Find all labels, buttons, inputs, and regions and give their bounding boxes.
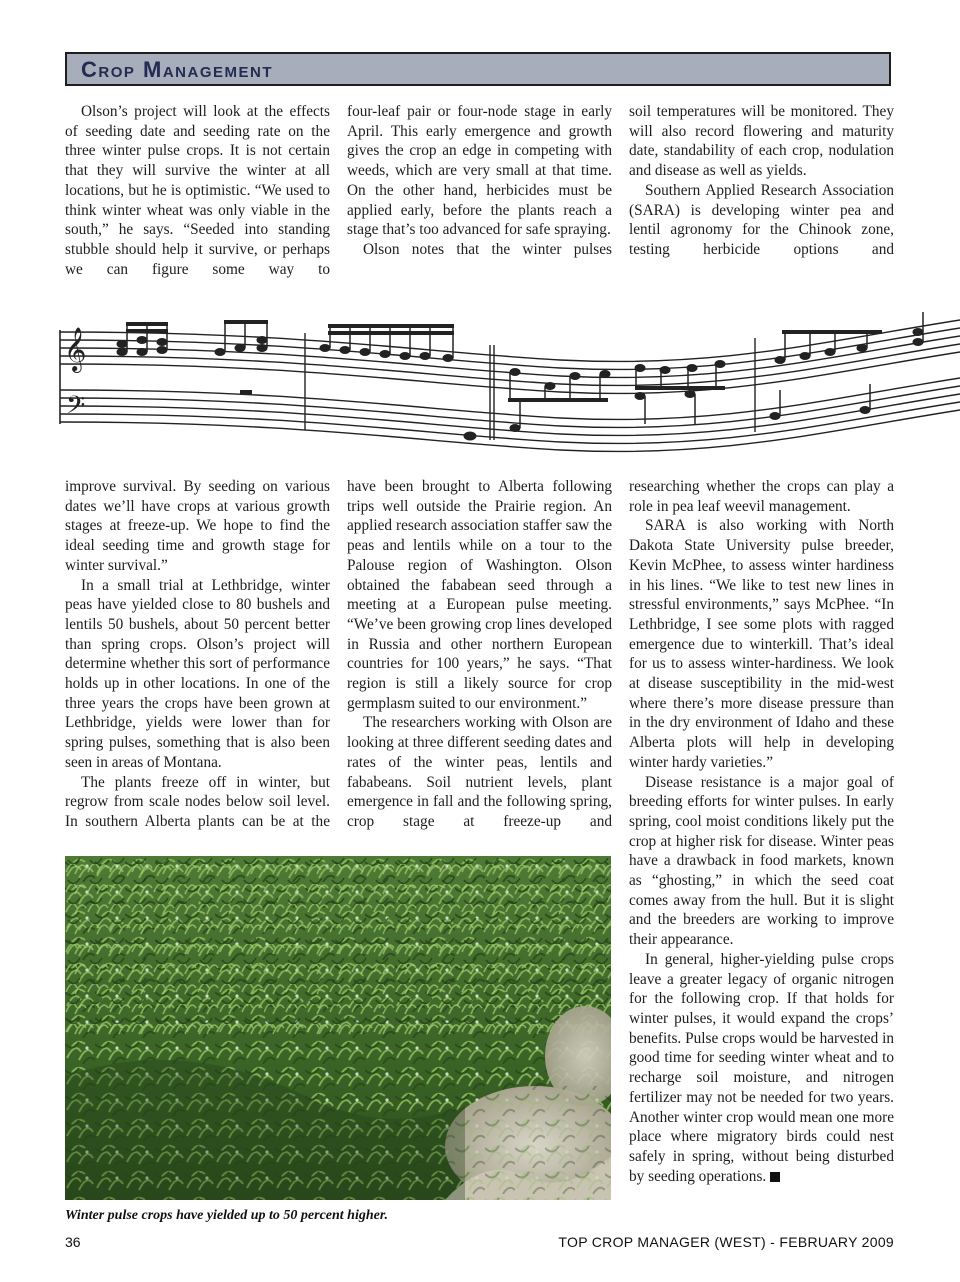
paragraph: In a small trial at Lethbridge, winter peas have yielded close to 80 bushels and lentils 50 bushels, about 50 percent better than spring crops. Olson’s project will determine whether this sort of performance holds up in other locations. In one of the three years the crops have been grown at Lethbridge, yields were lower than for spring pulses, something that is also been seen in areas of Montana. [65,576,330,771]
paragraph: soil temperatures will be monitored. They will also record flowering and maturity date, standability of each crop, nodulation and disease as well as yields. [629,103,894,180]
paragraph-text: In general, higher-yielding pulse crops leave a greater legacy of organic nitrogen for the following crop. If that holds for winter pulses, it would expand the crops’ benefits. Pulse crops would be harvested in good time for seeding winter wheat and to recharge soil moisture, and nitrogen fertilizer may not be needed for two years. Another winter crop would mean one more place where migratory birds could nest safely in spring, without being disturbed by seeding operations. [629,950,894,1185]
paragraph-final [629,950,894,1186]
paragraph: Olson notes that the winter pulses [363,240,612,258]
paragraph: Olson’s project will look at the effects of seeding date and seeding rate on the three winter pulse crops. It is not certain that they will survive the winter at all locations, but he is optimistic. “We used to think winter wheat was only viable in the south,” he says. “Seeded into standing stubble should help it survive, or perhaps we can figure some way to [65,103,330,278]
paragraph: The plants freeze off in winter, but regrow from scale nodes below soil level. In southern Alberta plants can be at the [65,773,330,830]
publication-footer: TOP CROP MANAGER (WEST) - FEBRUARY 2009 [558,1234,894,1250]
treble-clef-icon: 𝄞 [64,327,87,371]
paragraph: Southern Applied Research Association (SARA) is developing winter pea and lentil agronomy for the Chinook zone, testing herbicide options and [629,181,894,258]
sheet-music-illustration [0,290,960,470]
column-1-bottom [65,477,330,832]
photo-caption: Winter pulse crops have yielded up to 50 percent higher. [65,1208,389,1223]
paragraph: improve survival. By seeding on various dates we’ll have crops at various growth stages at freeze-up. We hope to find the ideal seeding time and growth stage for winter survival.” [65,478,330,574]
section-title: Crop Management [81,57,273,82]
crop-foliage-image [65,856,611,1200]
bass-clef-icon: 𝄢 [66,391,86,426]
column-1-top [65,102,330,279]
paragraph: have been brought to Alberta following trips well outside the Prairie region. An applied research association staffer saw the peas and lentils while on a tour to the Palouse region of Washington. Olson obtained the fababean seed through a meeting at a European pulse meeting. “We’ve been growing crop lines developed in Russia and other northern European countries for 100 years,” he says. “That region is still a likely source for crop germplasm suited to our environment.” [347,478,612,712]
paragraph: four-leaf pair or four-node stage in early April. This early emergence and growth gives the crop an edge in competing with weeds, which are very small at that time. On the other hand, herbicides must be applied early, before the plants reach a stage that’s too advanced for safe spraying. [347,103,612,239]
column-2-bottom [347,477,612,832]
paragraph: researching whether the crops can play a role in pea leaf weevil management. [629,478,894,515]
paragraph: Disease resistance is a major goal of breeding efforts for winter pulses. In early spring, cool moist conditions likely put the crop at higher risk for disease. Winter peas have a drawback in food markets, known as “ghosting,” in which the seed coat comes away from the hull. But it is slight and the breeders are working to improve their appearance. [629,773,894,949]
section-header-bar [65,52,891,86]
end-mark-icon [770,1172,780,1182]
paragraph: The researchers working with Olson are looking at three different seeding dates and rates of the winter peas, lentils and fababeans. Soil nutrient levels, plant emergence in fall and the following spring, crop stage at freeze-up and [347,714,612,830]
column-3-top [629,102,894,260]
paragraph: SARA is also working with North Dakota State University pulse breeder, Kevin McPhee, to assess winter hardiness in his lines. “We like to test new lines in stressful environments,” says McPhee. “In Lethbridge, I see some plots with ragged emergence due to winterkill. That’s ideal for us to assess winter-hardiness. We look at disease susceptibility in the mid-west where there’s more disease pressure than in the dry environment of Idaho and these Alberta plots will help in developing winter hardy varieties.” [629,517,894,771]
crop-photo [65,856,611,1200]
column-2-top [347,102,612,260]
column-3-bottom [629,477,894,1186]
page-number: 36 [65,1234,81,1250]
